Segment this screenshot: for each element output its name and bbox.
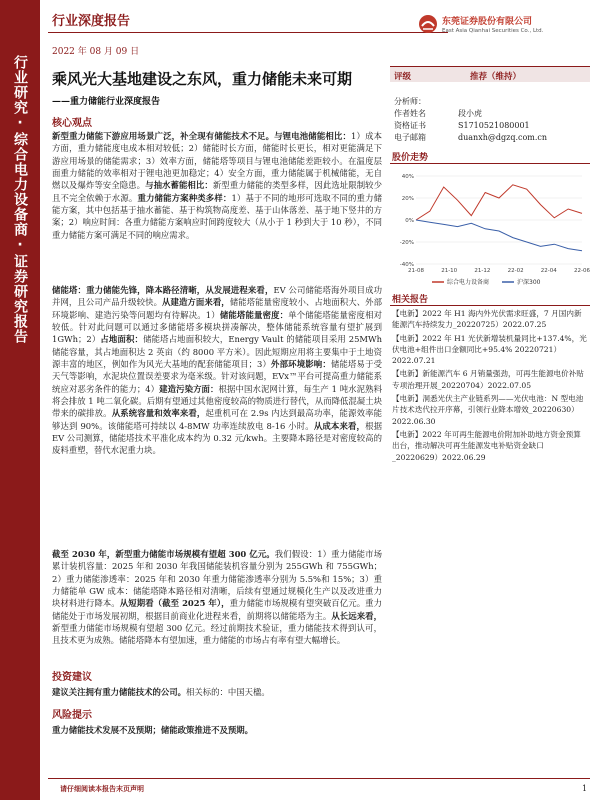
analyst-value: 段小虎 xyxy=(458,109,482,118)
p3-text-b: 重力储能市场规模有望突破百亿元。重力储能处于市场发展初期，根据目前商业化进程来看，前期将以储能塔为主。 xyxy=(52,598,383,621)
analyst-row xyxy=(394,96,590,108)
p2-bold-a: 储能塔：重力储能先锋，降本路径清晰，从发展进程来看， xyxy=(52,285,274,295)
price-trend-chart xyxy=(392,170,588,288)
side-banner xyxy=(0,0,40,800)
legend-label: 沪深300 xyxy=(517,279,541,286)
p3-bold-a: 截至 2030 年，新型重力储能市场规模有望超 300 亿元。 xyxy=(52,549,275,559)
price-trend-svg xyxy=(392,170,588,288)
section-core-view: 核心观点 xyxy=(52,118,92,129)
y-tick-label: 20% xyxy=(401,196,414,202)
x-tick-label: 22-04 xyxy=(540,268,557,274)
section-investment: 投资建议 xyxy=(52,672,92,683)
y-tick-label: -20% xyxy=(399,240,414,246)
report-date: 2022 年 08 月 09 日 xyxy=(52,47,140,57)
footer-disclaimer: 请仔细阅读本报告末页声明 xyxy=(60,784,144,793)
y-tick-label: 0% xyxy=(405,218,414,224)
logo-name-en: East Asia Qianhai Securities Co., Ltd. xyxy=(442,28,544,34)
related-report-item[interactable]: 【电新】2022 年可再生能源电价附加补助地方资金预算出台，推动解决可再生能源发电补贴资金缺口_20220629）2022.06.29 xyxy=(392,429,581,462)
p3-bold-c: 从长远来看， xyxy=(331,610,383,621)
p2-bold-f: 建造污染方面： xyxy=(159,383,219,394)
related-report-item[interactable]: 【电新】洞悉光伏主产业链系列——光伏电池：N 型电池片技术迭代拉开序幕，引领行业降本增效_20220630）2022.06.30 xyxy=(392,394,584,426)
legend-label: 综合电力设备商 xyxy=(447,279,490,286)
related-report-item[interactable]: 【电新】2022 年 H1 光伏新增装机量同比+137.4%，光伏电池+组件出口金额同比+95.4% 20220721）2022.07.21 xyxy=(392,333,587,366)
x-tick-label: 22-06 xyxy=(574,268,590,274)
p2-text-c: 单个储能塔能量密度相对较低。针对此问题可以通过多储能塔多模块拼凑解决，整体储能系统容量有望扩展到 1GWh；2） xyxy=(52,309,383,345)
investment-text xyxy=(52,686,382,698)
p1-bold-a: 新型重力储能下游应用场景广泛，补全现有储能技术不足。与锂电池储能相比： xyxy=(52,131,352,141)
y-tick-label: 40% xyxy=(401,174,414,180)
report-subtitle: ——重力储能行业深度报告 xyxy=(52,97,161,107)
p2-bold-h: 从成本来看， xyxy=(313,420,366,431)
analyst-key: 资格证书 xyxy=(394,121,426,130)
p1-text-b: 新型重力储能的类型多样，因此选址限制较少且不完全依赖于水源。 xyxy=(52,180,383,203)
logo-mark-icon xyxy=(418,14,438,34)
analyst-email[interactable]: duanxh@dgzq.com.cn xyxy=(458,133,548,142)
footer-rule xyxy=(48,778,590,779)
analyst-key: 电子邮箱 xyxy=(394,133,426,142)
analyst-row xyxy=(394,120,590,132)
p3-bold-b: 从短期看（截至 2025 年）， xyxy=(119,598,230,609)
p2-bold-c: 储能塔能量密度： xyxy=(219,309,289,320)
related-reports-list xyxy=(392,308,588,465)
logo-name-cn: 东莞证券股份有限公司 xyxy=(442,17,533,27)
p3-text-a: 我们假设：1）重力储能市场累计装机容量：2025 年和 2030 年我国储能装机容量分别为 255GWh 和 755GWh；2）重力储能渗透率：2025 年和 2030 年重力储能渗透率分别为 5.5%和 15%；3）重力储能单 GW 成本：储能塔降本路径相对清晰，后续有望通过规模化生产以及改进重力块材料进行降本。 xyxy=(52,549,382,609)
report-type: 行业深度报告 xyxy=(52,14,131,29)
p1-bold-c: 重力储能方案种类多样： xyxy=(137,192,232,203)
analyst-row xyxy=(394,132,590,144)
p1-text-c: 1）基于不同的地形可选取不同的重力储能方案，其中包括基于抽水蓄能、基于构筑物高度差、基于山体落差、基于地下竖井的方案；2）响应时间：各重力储能方案响应时间跨度较大（从小于 1 秒到大于 10 秒），不同重力储能方案可满足不同的响应需求。 xyxy=(52,192,383,240)
section-risk: 风险提示 xyxy=(52,710,92,721)
core-paragraph-1 xyxy=(52,130,382,241)
p2-text-e: 储能塔易于受天气等影响，水泥块位置误差要求为毫米级。针对该问题，EVx™平台可提高重力储能系统应对恶劣条件的能力；4） xyxy=(52,359,383,394)
x-tick-label: 21-12 xyxy=(474,268,491,274)
report-title: 乘风光大基地建设之东风，重力储能未来可期 xyxy=(52,70,353,88)
rating-label: 评级 xyxy=(394,72,412,82)
page-number: 1 xyxy=(582,784,588,793)
series-line-csi300 xyxy=(416,220,582,251)
p2-text-d: 储能塔占地面积较大，Energy Vault 的储能项目采用 25MWh 储能容量，其占地面积达 2 英亩（约 8000 平方米）。因此短期应用将主要集中于土地资源丰富的地区，例如作为风光大基地的配套储能项目；3） xyxy=(52,334,382,370)
x-tick-label: 22-02 xyxy=(507,268,524,274)
header-rule xyxy=(48,32,448,33)
p3-text-c: 新型重力储能市场规模有望超 300 亿元。经过前期技术验证，重力储能技术得到认可，且技术更为成熟。储能塔降本有望加速，重力储能的市场占有率有望大幅增长。 xyxy=(52,623,382,646)
p2-bold-e: 外部环境影响： xyxy=(271,359,331,370)
y-tick-label: -40% xyxy=(399,262,414,268)
company-logo xyxy=(418,10,590,44)
rating-bar xyxy=(390,66,590,82)
side-banner-text: 行业研究·综合电力设备商·证券研究报告 xyxy=(12,55,28,344)
series-line-sector xyxy=(416,185,582,220)
p2-text-f: 根据中国水泥网计算，每生产 1 吨水泥熟料将会排放 1 吨二氧化碳。后期有望通过其他密度较高的物质进行替代，从而降低混凝土块带来的碳排放。 xyxy=(52,383,383,419)
related-report-item[interactable]: 【电新】新能源汽车 6 月销量强劲，可再生能源电价补贴专项治理开展_20220704）2022.07.05 xyxy=(392,369,584,390)
invest-bold: 建议关注拥有重力储能技术的公司。 xyxy=(52,687,186,697)
p2-text-g: 起重机可在 2.9s 内达到最高功率，能源效率能够达到 90%。该储能塔可持续以 4-8MW 功率连续放电 8-16 小时。 xyxy=(52,408,383,431)
p2-bold-d: 占地面积： xyxy=(100,334,144,345)
core-paragraph-3 xyxy=(52,548,382,647)
analyst-value: S1710521080001 xyxy=(458,121,530,130)
core-paragraph-2 xyxy=(52,284,382,457)
risk-text xyxy=(52,724,382,736)
p2-text-b: 储能塔能量密度较小、占地面积大、外部环境影响、建造污染等问题均有待解决。1） xyxy=(52,297,383,320)
p2-text-h: 根据 EV 公司测算，储能塔技术平准化成本约为 0.32 元/kwh。主要降本路径是对密度较高的废料重塑，替代水泥重力块。 xyxy=(52,420,383,456)
p1-bold-b: 与抽水蓄能相比： xyxy=(145,180,213,191)
p2-bold-g: 从系统容量和效率来看， xyxy=(111,408,206,419)
risk-bold: 重力储能技术发展不及预期；储能政策推进不及预期。 xyxy=(52,725,253,735)
x-tick-label: 21-08 xyxy=(408,268,424,274)
rating-value: 推荐（维持） xyxy=(470,72,522,82)
section-price-trend: 股价走势 xyxy=(390,150,590,164)
analyst-row xyxy=(394,108,590,120)
p2-bold-b: 从建造方面来看， xyxy=(162,297,230,308)
analyst-key: 作者姓名 xyxy=(394,109,426,118)
analyst-key: 分析师： xyxy=(394,97,426,106)
related-report-item[interactable]: 【电新】2022 年 H1 海内外光伏需求旺盛，7 月国内新能源汽车持续发力_20220725）2022.07.25 xyxy=(392,309,582,330)
analyst-info xyxy=(394,96,590,144)
p2-text-a: EV 公司储能塔海外项目成功并网，且公司产品升级较快。 xyxy=(52,285,383,308)
p1-text-a: 1）成本方面，重力储能度电成本相对较低；2）储能时长方面，储能时长更长，相对更能满足下游应用场景的储能需求；3）效率方面，储能塔等项目与锂电池储能差距较小。在温度层面重力储能的效率相对于锂电池更加稳定；4）安全方面，重力储能属于机械储能，无自燃以及爆炸等安全隐患。 xyxy=(52,131,382,191)
invest-text: 相关标的：中国天楹。 xyxy=(186,687,270,697)
section-related-reports: 相关报告 xyxy=(390,292,590,306)
x-tick-label: 21-10 xyxy=(441,268,458,274)
